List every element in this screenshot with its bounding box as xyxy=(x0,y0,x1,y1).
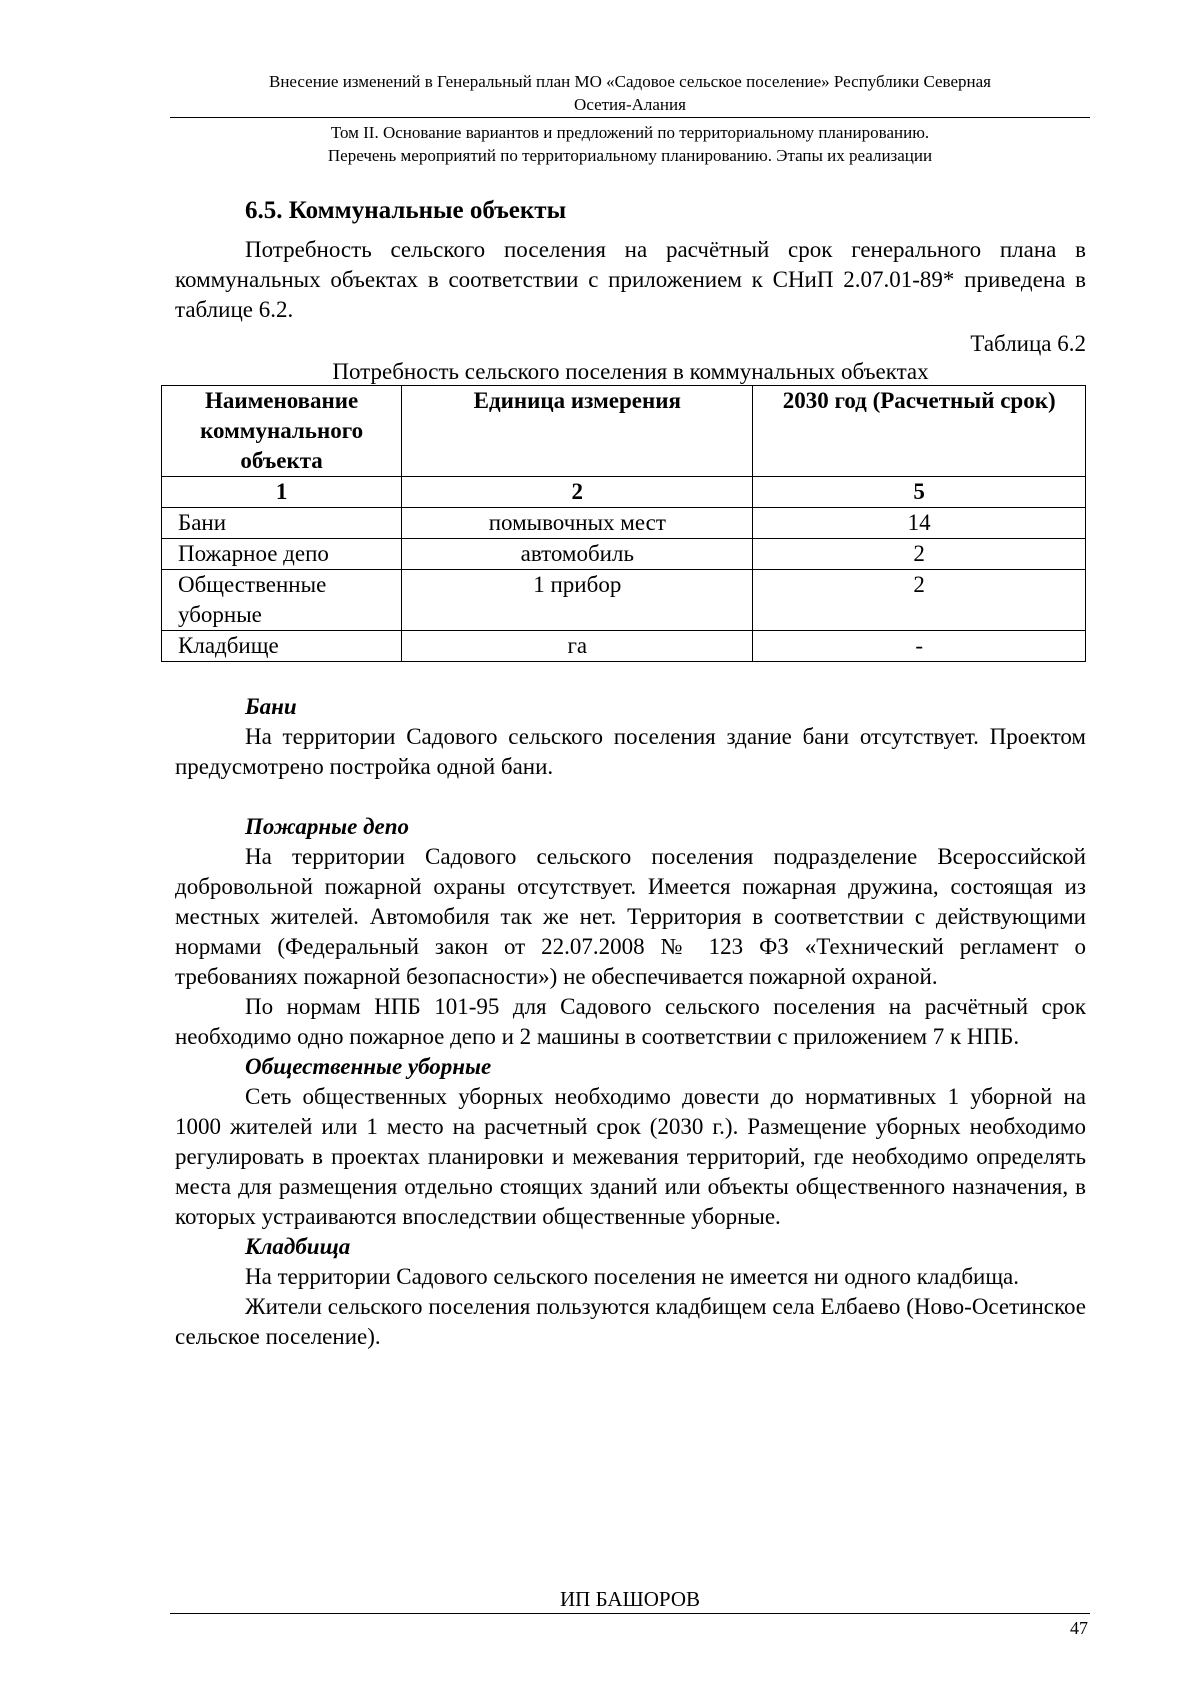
footer-company: ИП БАШОРОВ xyxy=(560,1587,700,1611)
row-value: 2 xyxy=(753,539,1086,570)
header-object-name: Наименование коммунального объекта xyxy=(162,386,402,477)
table-row xyxy=(162,539,1086,570)
baths-title: Бани xyxy=(245,694,297,719)
row-value: 2 xyxy=(753,570,1086,631)
row-value: - xyxy=(753,631,1086,662)
table-number: Таблица 6.2 xyxy=(970,331,1086,356)
footer-divider xyxy=(170,1613,1090,1614)
row-object: Пожарное депо xyxy=(162,539,402,570)
header-divider xyxy=(170,117,1090,118)
cemetery-title: Кладбища xyxy=(245,1234,351,1259)
table-row xyxy=(162,570,1086,631)
col-number-1: 1 xyxy=(162,477,402,508)
row-value: 14 xyxy=(753,508,1086,539)
fire-text-2: По нормам НПБ 101-95 для Садового сельского поселения на расчётный срок необходимо одно пожарное депо и 2 машины в соответствии с приложением 7 к НПБ. xyxy=(175,994,1086,1049)
table-row xyxy=(162,631,1086,662)
col-number-3: 5 xyxy=(753,477,1086,508)
cemetery-text-2: Жители сельского поселения пользуются кладбищем села Елбаево (Ново-Осетинское сельское поселение). xyxy=(175,1294,1086,1349)
document-header-title xyxy=(170,70,1090,116)
header-line-4: Перечень мероприятий по территориальному планированию. Этапы их реализации xyxy=(327,146,933,165)
baths-text: На территории Садового сельского поселения здание бани отсутствует. Проектом предусмотрено постройка одной бани. xyxy=(175,724,1086,779)
page-number: 47 xyxy=(1070,1618,1088,1638)
header-2030: 2030 год (Расчетный срок) xyxy=(753,386,1086,477)
table-title: Потребность сельского поселения в коммунальных объектах xyxy=(332,359,929,384)
row-object: Общественные уборные xyxy=(162,570,402,631)
section-title: 6.5. Коммунальные объекты xyxy=(245,197,567,224)
row-unit: помывочных мест xyxy=(402,508,753,539)
row-unit: га xyxy=(402,631,753,662)
header-unit: Единица измерения xyxy=(402,386,753,477)
table-row xyxy=(162,508,1086,539)
header-line-1: Внесение изменений в Генеральный план МО «Садовое сельское поселение» Республики Северная xyxy=(269,72,991,91)
fire-text-1: На территории Садового сельского поселения подразделение Всероссийской добровольной пожарной охраны отсутствует. Имеется пожарная дружина, состоящая из местных жителей. Автомобиля так же нет. Территория в соответствии с действующими нормами (Федеральный закон от 22.07.2008 № 123 ФЗ «Технический регламент о требованиях пожарной безопасности») не обеспечивается пожарной охраной. xyxy=(175,844,1086,989)
utility-objects-table xyxy=(161,385,1086,662)
cemetery-text-1: На территории Садового сельского поселения не имеется ни одного кладбища. xyxy=(245,1264,1020,1289)
header-line-2: Осетия-Алания xyxy=(574,95,686,114)
table-header-row xyxy=(162,386,1086,477)
document-header-volume xyxy=(170,121,1090,167)
section-intro: Потребность сельского поселения на расчётный срок генерального плана в коммунальных объектах в соответствии с приложением к СНиП 2.07.01-89* приведена в таблице 6.2. xyxy=(175,237,1086,322)
fire-title: Пожарные депо xyxy=(245,814,410,839)
toilets-text: Сеть общественных уборных необходимо довести до нормативных 1 уборной на 1000 жителей или 1 место на расчетный срок (2030 г.). Размещение уборных необходимо регулировать в проектах планировки и межевания территорий, где необходимо определять места для размещения отдельно стоящих зданий или объекты общественного назначения, в которых устраиваются впоследствии общественные уборные. xyxy=(175,1084,1086,1229)
row-object: Кладбище xyxy=(162,631,402,662)
row-object: Бани xyxy=(162,508,402,539)
table-column-number-row xyxy=(162,477,1086,508)
toilets-title: Общественные уборные xyxy=(245,1054,492,1079)
header-line-3: Том II. Основание вариантов и предложений по территориальному планированию. xyxy=(330,123,930,142)
row-unit: автомобиль xyxy=(402,539,753,570)
page-body xyxy=(175,195,1086,1352)
row-unit: 1 прибор xyxy=(402,570,753,631)
col-number-2: 2 xyxy=(402,477,753,508)
